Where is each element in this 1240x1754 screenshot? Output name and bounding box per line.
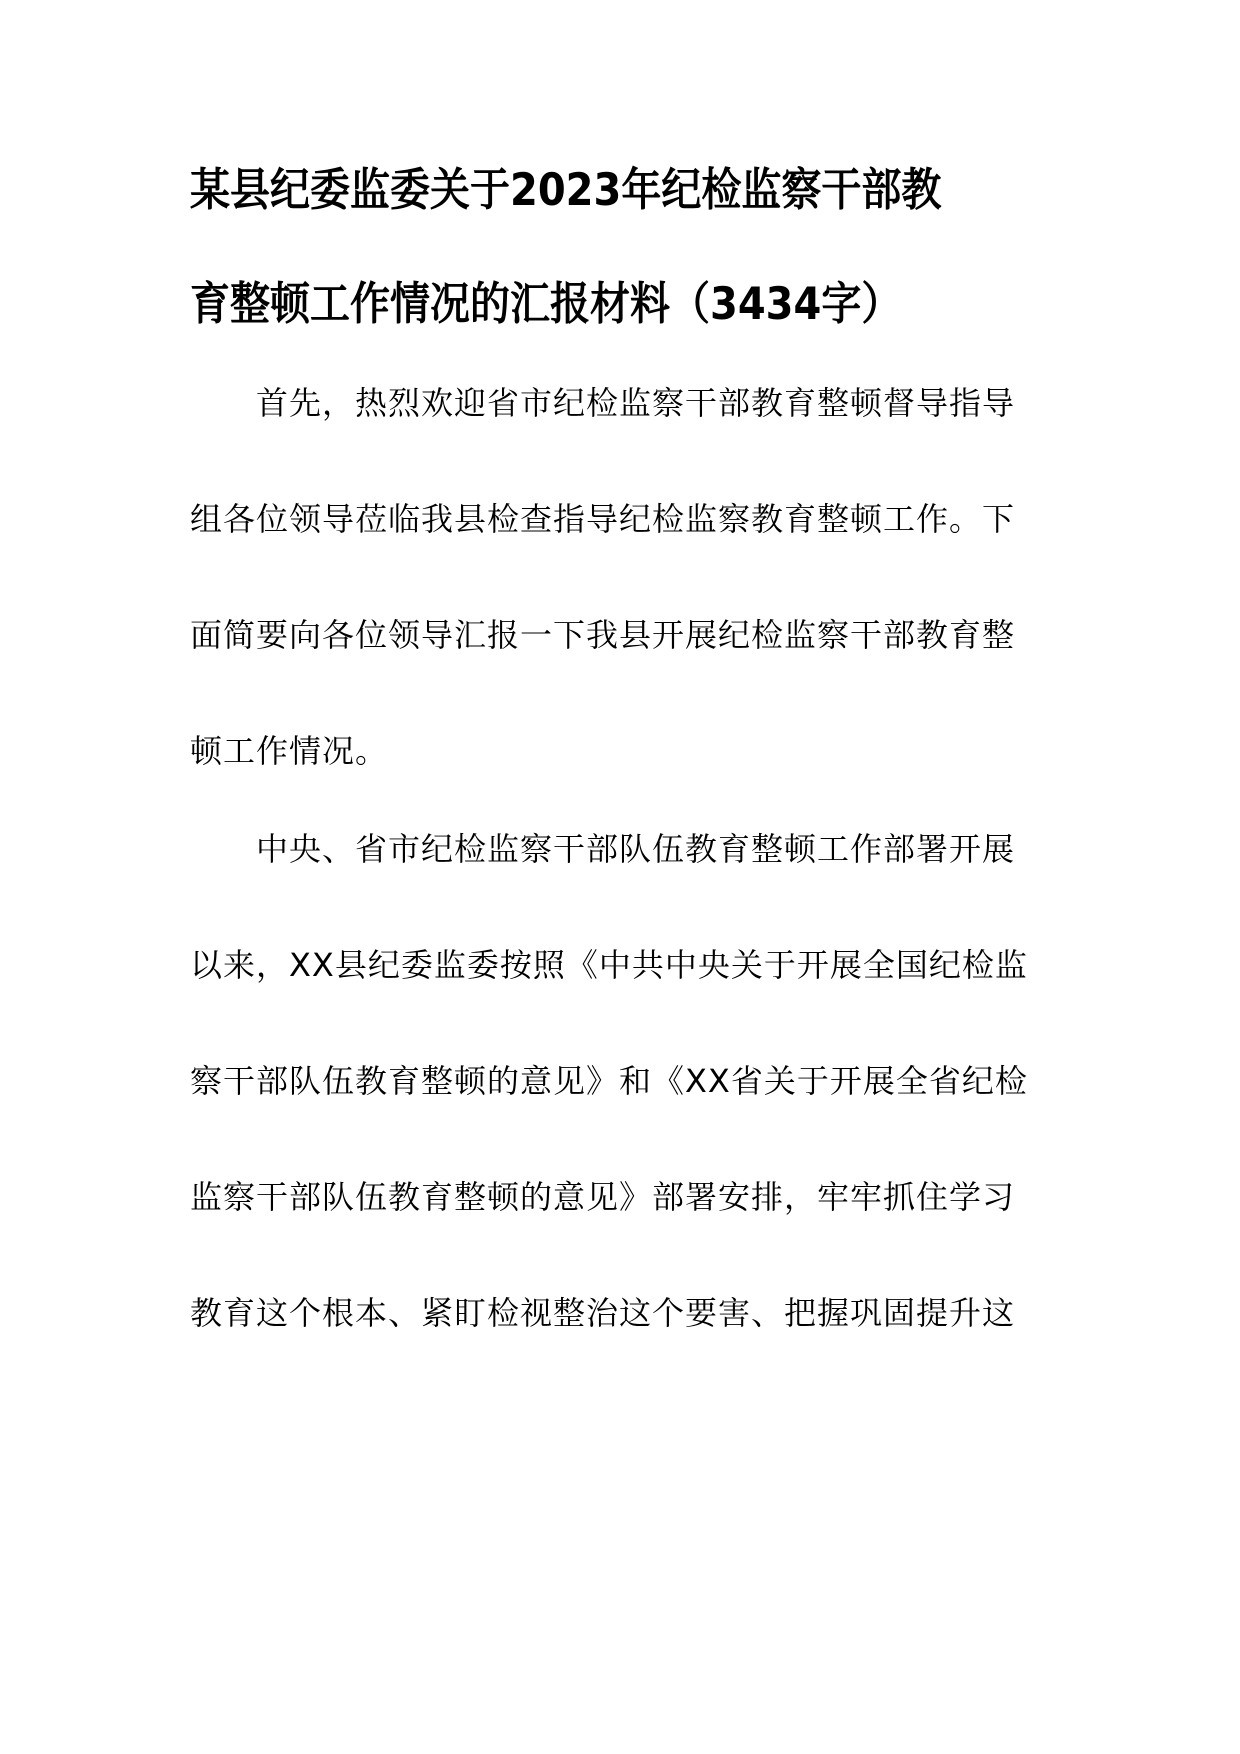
- paragraph-1-line-4: 顿工作情况。: [190, 732, 389, 770]
- paragraph-1-line-3: 面简要向各位领导汇报一下我县开展纪检监察干部教育整: [190, 616, 1016, 654]
- paragraph-1-line-1: 首先，热烈欢迎省市纪检监察干部教育整顿督导指导: [190, 384, 1016, 422]
- paragraph-2-line-5: 教育这个根本、紧盯检视整治这个要害、把握巩固提升这: [190, 1294, 1016, 1332]
- paragraph-2-line-3: 察干部队伍教育整顿的意见》和《XX省关于开展全省纪检: [190, 1062, 1028, 1100]
- paragraph-2-line-4: 监察干部队伍教育整顿的意见》部署安排，牢牢抓住学习: [190, 1178, 1016, 1216]
- paragraph-2-line-1: 中央、省市纪检监察干部队伍教育整顿工作部署开展: [190, 830, 1016, 868]
- paragraph-1-line-2: 组各位领导莅临我县检查指导纪检监察教育整顿工作。下: [190, 500, 1016, 538]
- paragraph-2-line-2: 以来，XX县纪委监委按照《中共中央关于开展全国纪检监: [190, 946, 1028, 984]
- document-title-line-2: 育整顿工作情况的汇报材料（3434字）: [190, 278, 902, 331]
- document-title-line-1: 某县纪委监委关于2023年纪检监察干部教: [190, 164, 942, 217]
